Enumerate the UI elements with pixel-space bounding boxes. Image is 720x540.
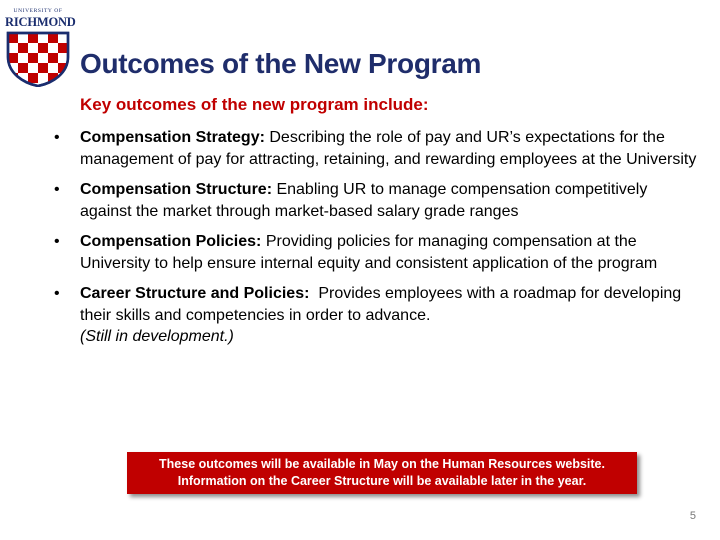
logo-university-text: UNIVERSITY OF [13, 8, 63, 14]
bullet-dot-icon: • [54, 129, 60, 146]
shield-icon [5, 31, 71, 87]
bullet-heading: Compensation Policies: [80, 233, 262, 250]
bullet-text: Providing policies for managing compensation at the University to help ensure internal equity and consistent application of the program [80, 233, 658, 272]
notice-box [127, 452, 637, 494]
outcome-list [52, 127, 702, 357]
bullet-text: Describing the role of pay and UR’s expectations for the management of pay for attracting, retaining, and rewarding employees at the University [80, 129, 697, 168]
logo-name-text: RICHMOND [5, 15, 76, 29]
list-item [52, 127, 702, 170]
bullet-heading: Compensation Strategy: [80, 129, 265, 146]
bullet-note: (Still in development.) [80, 328, 234, 345]
slide-title: Outcomes of the New Program [80, 48, 482, 79]
slide-subtitle: Key outcomes of the new program include: [80, 95, 429, 114]
university-logo [5, 5, 76, 87]
bullet-dot-icon: • [54, 285, 60, 302]
bullet-heading: Career Structure and Policies: [80, 285, 310, 302]
list-item [52, 179, 702, 222]
bullet-text: Provides employees with a roadmap for developing their skills and competencies in order to advance. [80, 285, 686, 324]
bullet-heading: Compensation Structure: [80, 181, 273, 198]
bullet-dot-icon: • [54, 233, 60, 250]
page-number: 5 [689, 510, 696, 522]
bullet-dot-icon: • [54, 181, 60, 198]
bullet-text: Enabling UR to manage compensation competitively against the market through market-based salary grade ranges [80, 181, 648, 220]
notice-line-2: Information on the Career Structure will be available later in the year. [177, 474, 587, 488]
list-item [52, 283, 702, 348]
notice-line-1: These outcomes will be available in May on the Human Resources website. [159, 457, 605, 471]
list-item [52, 231, 702, 274]
